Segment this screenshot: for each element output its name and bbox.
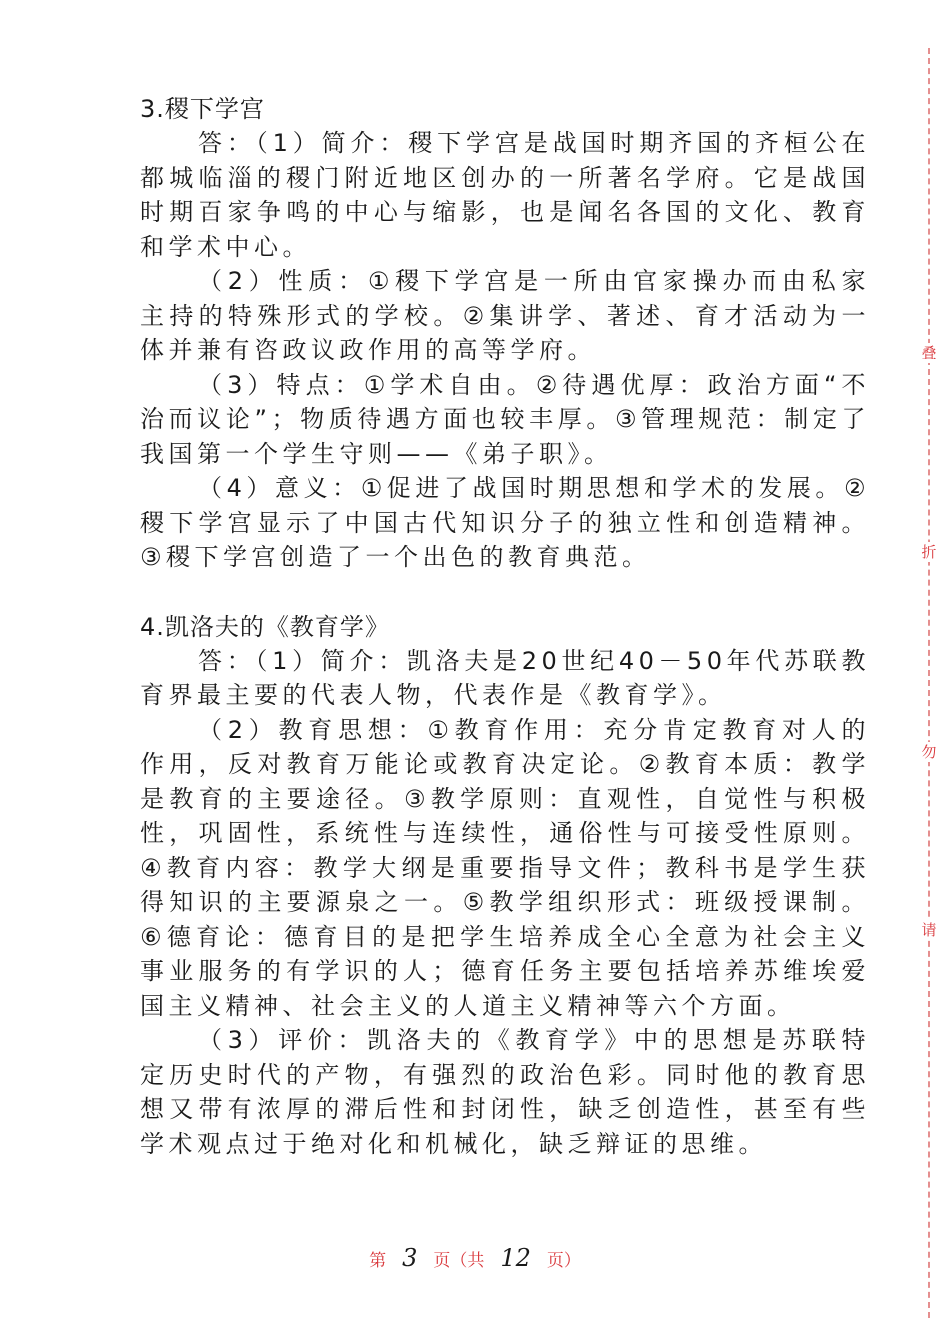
answer-paragraph: 答：（1）简介：凯洛夫是20世纪40－50年代苏联教育界最主要的代表人物，代表作是《教育学》。 xyxy=(140,646,870,709)
section-jixia-academy xyxy=(140,92,870,575)
footer-prefix: 第 xyxy=(369,1251,387,1271)
answer-paragraph: （3）评价：凯洛夫的《教育学》中的思想是苏联特定历史时代的产物，有强烈的政治色彩。同时他的教育思想又带有浓厚的滞后性和封闭性，缺乏创造性，甚至有些学术观点过于绝对化和机械化，缺乏辩证的思维。 xyxy=(140,1026,870,1158)
section-heading: 3.稷下学宫 xyxy=(140,95,265,123)
fold-dashed-line xyxy=(928,48,930,1318)
answer-paragraph: （3）特点：①学术自由。②待遇优厚：政治方面“不治而议论”；物质待遇方面也较丰厚。③管理规范：制定了我国第一个学生守则——《弟子职》。 xyxy=(140,370,870,468)
answer-paragraph: （2）性质：①稷下学宫是一所由官家操办而由私家主持的特殊形式的学校。②集讲学、著述、育才活动为一体并兼有咨政议政作用的高等学府。 xyxy=(140,267,870,364)
page-content xyxy=(140,92,870,1161)
current-page-number: 3 xyxy=(402,1244,418,1272)
page-footer xyxy=(0,1244,950,1272)
fold-char-die: 叠 xyxy=(919,343,939,363)
answer-paragraph: 答：（1）简介：稷下学宫是战国时期齐国的齐桓公在都城临淄的稷门附近地区创办的一所著名学府。它是战国时期百家争鸣的中心与缩影，也是闻名各国的文化、教育和学术中心。 xyxy=(140,129,870,261)
answer-paragraph: （4）意义：①促进了战国时期思想和学术的发展。②稷下学宫显示了中国古代知识分子的独立性和创造精神。③稷下学宫创造了一个出色的教育典范。 xyxy=(140,474,870,571)
footer-middle: 页（共 xyxy=(433,1251,485,1271)
total-page-number: 12 xyxy=(500,1244,531,1272)
fold-char-zhe: 折 xyxy=(919,542,939,562)
fold-char-qing: 请 xyxy=(919,920,939,940)
footer-suffix: 页） xyxy=(546,1251,581,1271)
answer-paragraph: （2）教育思想：①教育作用：充分肯定教育对人的作用，反对教育万能论或教育决定论。②教育本质：教学是教育的主要途径。③教学原则：直观性，自觉性与积极性，巩固性，系统性与连续性，通俗性与可接受性原则。④教育内容：教学大纲是重要指导文件；教科书是学生获得知识的主要源泉之一。⑤教学组织形式：班级授课制。⑥德育论：德育目的是把学生培养成全心全意为社会主义事业服务的有学识的人；德育任务主要包括培养苏维埃爱国主义精神、社会主义的人道主义精神等六个方面。 xyxy=(140,715,870,1020)
fold-char-wu: 勿 xyxy=(919,742,939,762)
section-heading: 4.凯洛夫的《教育学》 xyxy=(140,612,390,641)
section-kairov-pedagogy xyxy=(140,610,870,1162)
